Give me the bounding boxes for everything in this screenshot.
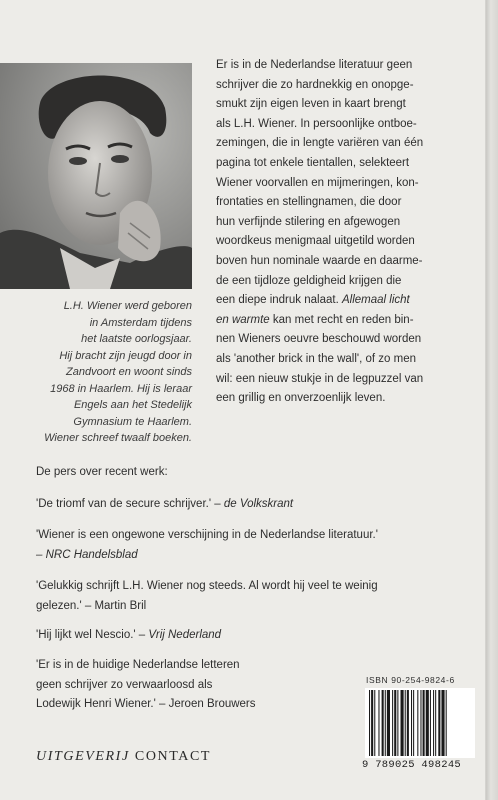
blurb-line: Er is in de Nederlandse literatuur geen bbox=[216, 59, 413, 71]
quote-text: 'De triomf van de secure schrijver.' – bbox=[36, 498, 221, 510]
publisher-name-part: CONTACT bbox=[134, 749, 212, 764]
blurb-line: boven hun nominale waarde en daarme- bbox=[216, 254, 423, 267]
blurb-line: woordkeus menigmaal uitgetild worden bbox=[216, 235, 415, 248]
blurb-line: als 'another brick in the wall', of zo men bbox=[216, 352, 416, 365]
blurb-line-with-title bbox=[216, 291, 462, 311]
caption-line: Gymnasium te Haarlem. bbox=[73, 415, 192, 428]
blurb-line: pagina tot enkele tientallen, selekteert bbox=[216, 156, 410, 169]
quote-source: – NRC Handelsblad bbox=[36, 548, 138, 561]
caption-line: L.H. Wiener werd geboren bbox=[63, 300, 192, 312]
quote-text: geen schrijver zo verwaarloosd als bbox=[36, 678, 213, 691]
blurb-line: hun verfijnde stilering en afgewogen bbox=[216, 215, 401, 228]
book-spine-edge bbox=[486, 0, 498, 800]
quote-text: 'Er is in de huidige Nederlandse letteren bbox=[36, 659, 240, 671]
quote-source: Vrij Nederland bbox=[148, 629, 222, 641]
quote-text: 'Wiener is een ongewone verschijning in de Nederlandse literatuur.' bbox=[36, 529, 378, 541]
blurb-line: een diepe indruk nalaat. bbox=[216, 294, 339, 307]
quote-text: 'Hij lijkt wel Nescio.' – bbox=[36, 629, 146, 641]
blurb-line: smukt zijn eigen leven in kaart brengt bbox=[216, 98, 406, 111]
barcode bbox=[365, 688, 475, 758]
caption-line: in Amsterdam tijdens bbox=[89, 316, 192, 329]
book-title: Allemaal licht bbox=[341, 294, 410, 307]
blurb-line: zemingen, die in lengte variëren van één bbox=[216, 137, 424, 150]
blurb-line: wil: een nieuw stukje in de legpuzzel van bbox=[216, 372, 424, 385]
author-bio-caption bbox=[8, 298, 192, 447]
press-quote bbox=[36, 626, 472, 646]
quote-text: Lodewijk Henri Wiener.' – Jeroen Brouwers bbox=[36, 698, 256, 710]
barcode-digits: 9 789025 498245 bbox=[362, 759, 462, 771]
caption-line: 1968 in Haarlem. Hij is leraar bbox=[50, 382, 192, 395]
quote-source: de Volkskrant bbox=[223, 498, 294, 510]
barcode-bars bbox=[365, 688, 475, 758]
blurb-line: Wiener voorvallen en mijmeringen, kon- bbox=[216, 176, 419, 189]
blurb-line: kan met recht en reden bin- bbox=[272, 313, 414, 326]
isbn-label: ISBN 90-254-9824-6 bbox=[366, 675, 455, 685]
blurb-line-with-title bbox=[216, 311, 462, 331]
blurb-line: de een tijdloze geldigheid krijgen die bbox=[216, 274, 402, 287]
blurb-line: schrijver die zo hardnekkig en onopge- bbox=[216, 78, 414, 91]
author-photo bbox=[0, 63, 192, 289]
caption-line: Engels aan het Stedelijk bbox=[73, 399, 192, 411]
press-quote bbox=[36, 526, 472, 565]
caption-line: Wiener schreef twaalf boeken. bbox=[44, 432, 192, 444]
blurb-line: als L.H. Wiener. In persoonlijke ontboe- bbox=[216, 117, 417, 130]
quote-text: 'Gelukkig schrijft L.H. Wiener nog steeds. Al wordt hij veel te weinig bbox=[36, 580, 378, 592]
book-title: en warmte bbox=[216, 313, 270, 326]
press-quote bbox=[36, 577, 472, 616]
caption-line: Hij bracht zijn jeugd door in bbox=[59, 349, 192, 362]
caption-line: het laatste oorlogsjaar. bbox=[81, 333, 192, 345]
press-quote bbox=[36, 495, 472, 515]
blurb-line: frontaties en stellingnamen, die door bbox=[216, 196, 402, 209]
blurb-text bbox=[216, 56, 462, 409]
author-portrait-image bbox=[0, 63, 192, 289]
caption-line: Zandvoort en woont sinds bbox=[66, 366, 192, 378]
quote-text: gelezen.' – Martin Bril bbox=[36, 599, 147, 612]
publisher-name bbox=[36, 749, 211, 765]
blurb-line: een grillig en onverzoenlijk leven. bbox=[216, 392, 386, 405]
press-heading: De pers over recent werk: bbox=[36, 466, 168, 478]
blurb-line: nen Wieners oeuvre beschouwd worden bbox=[216, 333, 422, 346]
publisher-name-part: UITGEVERIJ bbox=[36, 749, 130, 764]
